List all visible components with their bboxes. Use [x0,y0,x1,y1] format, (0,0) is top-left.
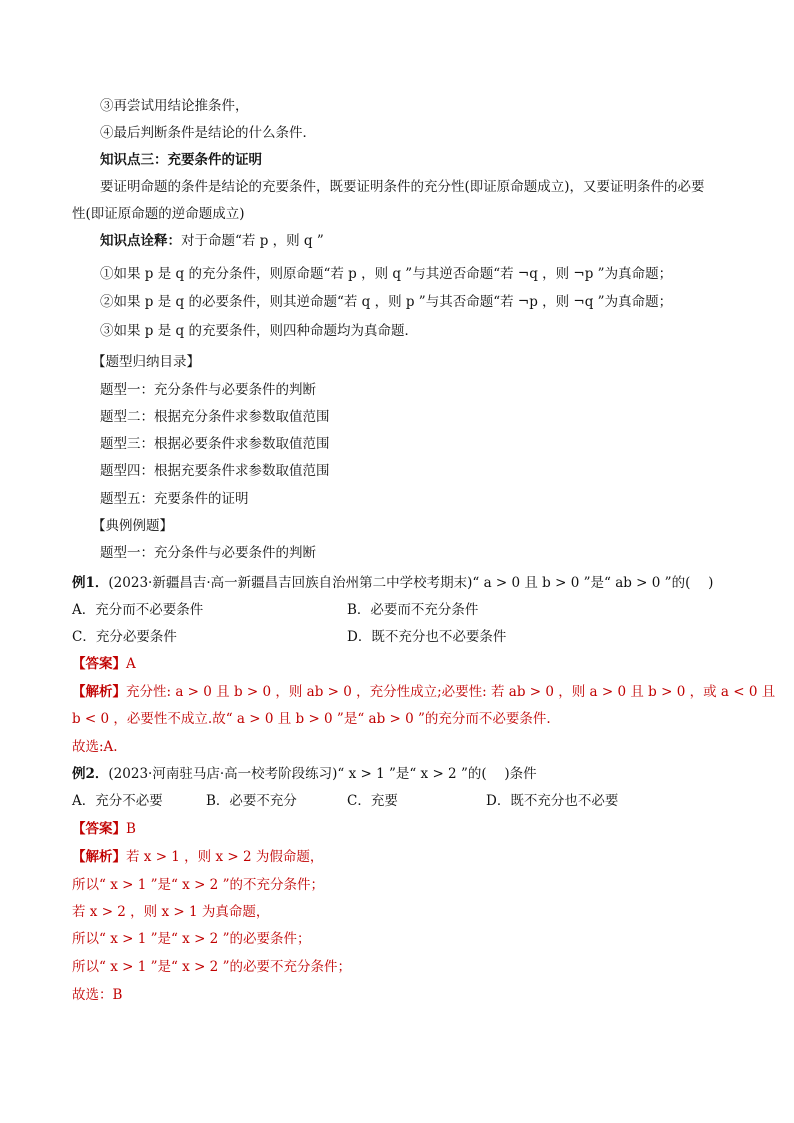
ex2-stem: (2023·河南驻马店·高一校考阶段练习)“ x > 1 ”是“ x > 2 ”的( )条件 [108,766,537,782]
ex1-conclusion: 故选:A. [72,739,118,755]
ex2-analysis-text1: 若 x > 1 ，则 x > 2 为假命题， [126,849,324,865]
ex2-analysis-line2: 所以“ x > 1 ”是“ x > 2 ”的不充分条件； [72,877,324,893]
ex2-stem-line [72,764,537,784]
ex1-answer-value: A [126,656,136,672]
ex2-label: 例2． [72,766,109,782]
ex2-answer-value: B [126,821,136,837]
ex1-stem: (2023·新疆昌吉·高一新疆昌吉回族自治州第二中学校考期末)“ a > 0 且 b > 0 ”是“ ab > 0 ”的( ) [108,575,714,591]
ex2-conclusion: 故选：B [72,987,123,1003]
ex1-option-a: A．充分而不必要条件 [72,602,204,618]
kp3-title: 知识点三：充要条件的证明 [100,152,262,168]
explanation-text: 对于命题“若 p ，则 q ” [181,233,324,249]
ex1-option-b: B．必要而不充分条件 [347,602,479,618]
kp3-item-2: ②如果 p 是 q 的必要条件，则其逆命题“若 q ，则 p ”与其否命题“若 ¬p ，则 ¬q ”为真命题； [100,294,673,310]
ex1-analysis-line2: b < 0 ，必要性不成立.故“ a > 0 且 b > 0 ”是“ ab > 0 ”的充分而不必要条件. [72,711,551,727]
catalog-item-2: 题型二：根据充分条件求参数取值范围 [100,409,330,425]
ex2-answer-label: 【答案】 [72,821,126,837]
ex2-analysis-line4: 所以“ x > 1 ”是“ x > 2 ”的必要条件； [72,931,311,947]
ex1-analysis-label: 【解析】 [72,684,126,700]
ex1-analysis-text1: 充分性: a > 0 且 b > 0 ，则 ab > 0 ，充分性成立;必要性: 若 ab > 0 ，则 a > 0 且 b > 0 ，或 a < 0 且 [126,684,776,700]
examples-heading: 【典例例题】 [92,518,173,534]
ex1-stem-line [72,573,713,593]
ex2-answer [72,819,136,839]
step-3-text: ③再尝试用结论推条件， [100,98,249,114]
ex1-option-d: D．既不充分也不必要条件 [347,629,507,645]
kp3-item-1: ①如果 p 是 q 的充分条件，则原命题“若 p ，则 q ”与其逆否命题“若 ¬q ，则 ¬p ”为真命题； [100,266,673,282]
type1-heading: 题型一：充分条件与必要条件的判断 [100,545,316,561]
ex2-option-d: D．既不充分也不必要 [486,793,619,809]
catalog-item-5: 题型五：充要条件的证明 [100,491,249,507]
ex2-option-b: B．必要不充分 [206,793,297,809]
catalog-item-1: 题型一：充分条件与必要条件的判断 [100,382,316,398]
kp3-paragraph-line1: 要证明命题的条件是结论的充要条件，既要证明条件的充分性(即证原命题成立)，又要证明条件的必要 [100,179,705,195]
ex2-option-c: C．充要 [347,793,398,809]
catalog-heading: 【题型归纳目录】 [92,354,200,370]
ex1-answer-label: 【答案】 [72,656,126,672]
step-4-text: ④最后判断条件是结论的什么条件． [100,125,316,141]
ex1-option-c: C．充分必要条件 [72,629,177,645]
kp3-item-3: ③如果 p 是 q 的充要条件，则四种命题均为真命题． [100,323,418,339]
ex2-analysis-line3: 若 x > 2 ，则 x > 1 为真命题， [72,904,270,920]
explanation-label: 知识点诠释： [100,233,181,249]
ex2-analysis-label: 【解析】 [72,849,126,865]
ex1-label: 例1． [72,575,109,591]
ex1-analysis-line1 [72,682,775,702]
kp3-explanation [100,231,324,251]
ex2-option-a: A．充分不必要 [72,793,163,809]
catalog-item-3: 题型三：根据必要条件求参数取值范围 [100,436,330,452]
ex2-analysis-line5: 所以“ x > 1 ”是“ x > 2 ”的必要不充分条件； [72,959,351,975]
ex2-analysis-line1 [72,847,323,867]
kp3-paragraph-line2: 性(即证原命题的逆命题成立) [72,206,245,222]
catalog-item-4: 题型四：根据充要条件求参数取值范围 [100,463,330,479]
ex1-answer [72,654,136,674]
